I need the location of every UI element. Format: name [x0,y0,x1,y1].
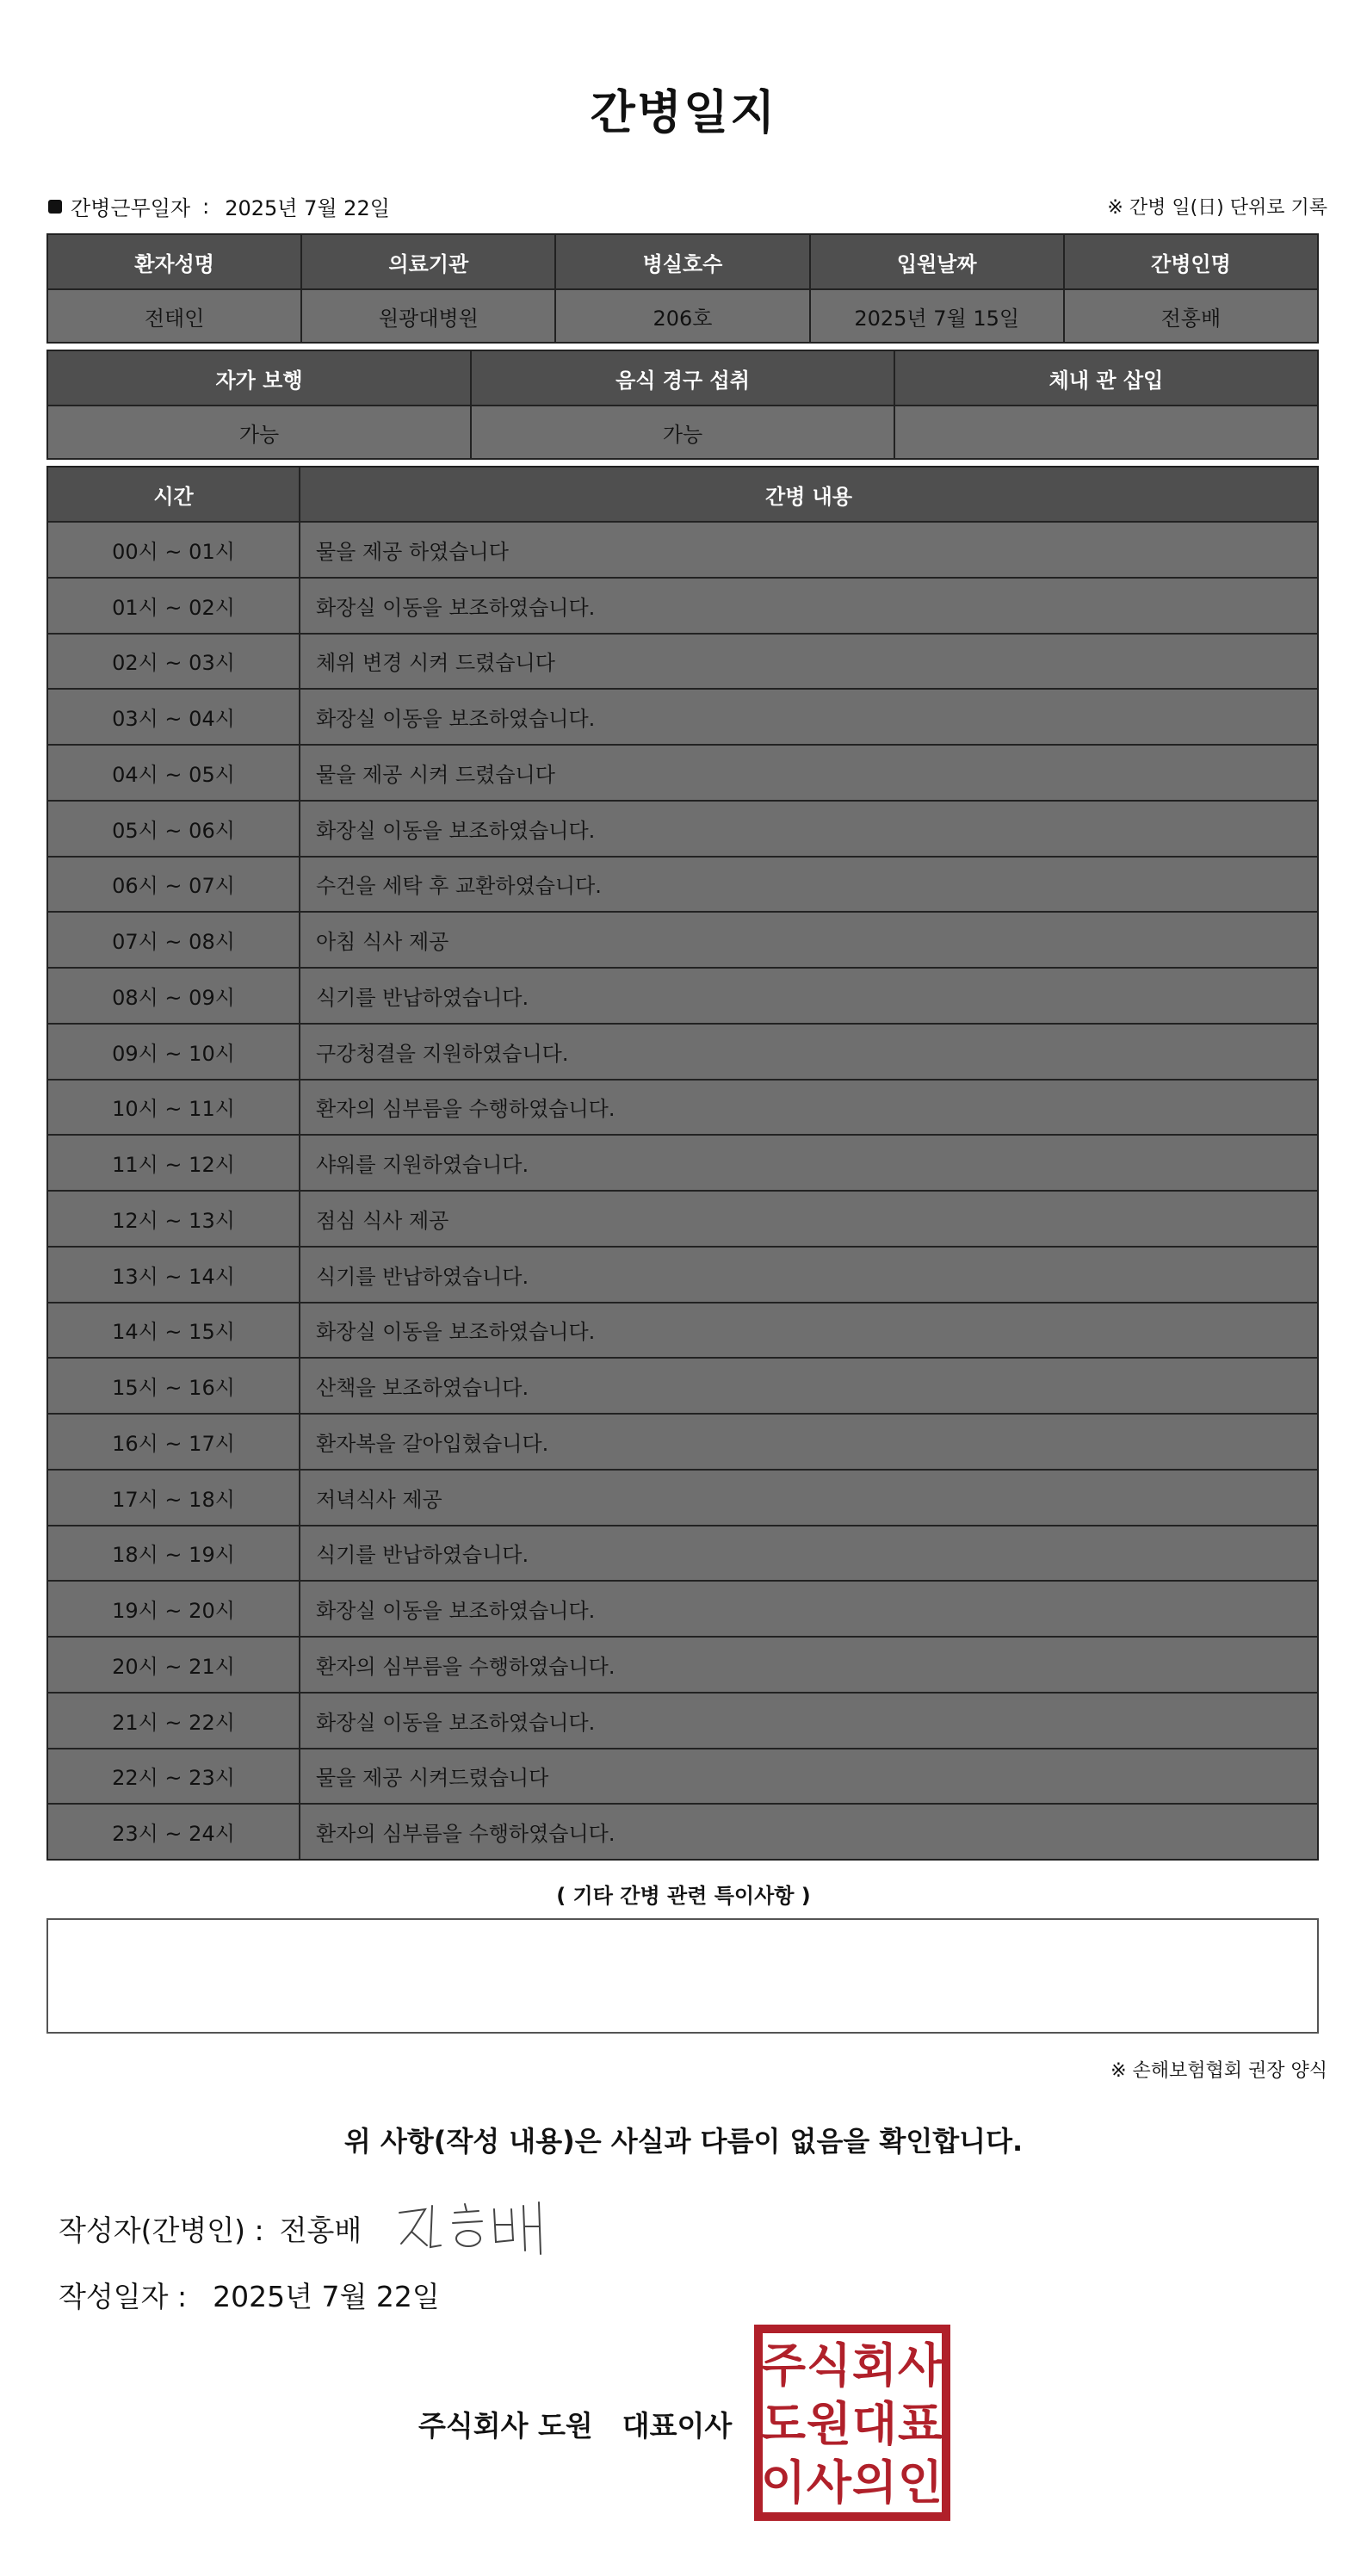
seal-glyph: 표 [897,2397,943,2451]
writer-line [59,2208,362,2249]
caregiver-name: 전홍배 [1065,290,1317,342]
company-seal-stamp [754,2325,950,2521]
patient-name: 전태인 [48,290,300,342]
log-time-cell: 00시 ~ 01시 [48,523,299,577]
log-content-cell: 수건을 세탁 후 교환하였습니다. [300,858,1317,912]
table-header-cell: 환자성명 [48,235,300,288]
log-time-cell: 01시 ~ 02시 [48,579,299,633]
log-content-cell: 화장실 이동을 보조하였습니다. [300,690,1317,744]
square-bullet-icon [48,200,62,214]
log-content-cell: 산책을 보조하였습니다. [300,1359,1317,1413]
table-header-cell: 입원날짜 [811,235,1063,288]
company-signature-line [418,2404,732,2444]
log-time-cell: 16시 ~ 17시 [48,1415,299,1469]
table-header-cell: 음식 경구 섭취 [472,351,894,405]
log-content-cell: 화장실 이동을 보조하였습니다. [300,579,1317,633]
log-content-cell: 식기를 반납하였습니다. [300,1526,1317,1581]
written-date-value: 2025년 7월 22일 [213,2280,440,2313]
seal-glyph: 원 [806,2397,852,2451]
company-title: 대표이사 [622,2409,733,2443]
log-time-cell: 10시 ~ 11시 [48,1081,299,1135]
log-content-cell: 식기를 반납하였습니다. [300,969,1317,1023]
writer-name: 전홍배 [279,2214,362,2247]
table-header-cell: 간병인명 [1065,235,1317,288]
table-header-cell: 시간 [48,468,299,521]
log-content-cell: 물을 제공 하였습니다 [300,523,1317,577]
log-time-cell: 23시 ~ 24시 [48,1805,299,1859]
log-time-cell: 20시 ~ 21시 [48,1638,299,1692]
table-header-cell: 간병 내용 [300,468,1317,521]
log-content-cell: 구강청결을 지원하였습니다. [300,1025,1317,1079]
room-number: 206호 [556,290,808,342]
care-log-table [46,466,1319,1861]
seal-glyph: 사 [897,2338,943,2393]
admission-date: 2025년 7월 15일 [811,290,1063,342]
log-content-cell: 물을 제공 시켜드렸습니다 [300,1749,1317,1804]
log-content-cell: 체위 변경 시켜 드렸습니다 [300,635,1317,689]
document-title: 간병일지 [590,85,777,139]
tube-insertion [895,406,1317,458]
patient-info-table [46,233,1319,344]
extra-notes-title: ( 기타 간병 관련 특이사항 ) [556,1884,811,1908]
seal-glyph: 주 [760,2338,807,2393]
log-time-cell: 15시 ~ 16시 [48,1359,299,1413]
log-time-cell: 22시 ~ 23시 [48,1749,299,1804]
log-content-cell: 식기를 반납하였습니다. [300,1248,1317,1302]
seal-glyph: 회 [851,2338,898,2393]
log-content-cell: 화장실 이동을 보조하였습니다. [300,1303,1317,1358]
log-time-cell: 03시 ~ 04시 [48,690,299,744]
log-content-cell: 샤워를 지원하였습니다. [300,1136,1317,1190]
log-time-cell: 05시 ~ 06시 [48,802,299,856]
log-time-cell: 07시 ~ 08시 [48,913,299,967]
log-content-cell: 환자복을 갈아입혔습니다. [300,1415,1317,1469]
table-header-cell: 의료기관 [302,235,554,288]
log-content-cell: 점심 식사 제공 [300,1192,1317,1246]
log-time-cell: 06시 ~ 07시 [48,858,299,912]
self-walking: 가능 [48,406,470,458]
seal-glyph: 대 [851,2397,898,2451]
log-content-cell: 아침 식사 제공 [300,913,1317,967]
log-content-cell: 화장실 이동을 보조하였습니다. [300,802,1317,856]
table-header-cell: 자가 보행 [48,351,470,405]
written-date-label: 작성일자 : [59,2280,188,2313]
table-header-cell: 체내 관 삽입 [895,351,1317,405]
log-time-cell: 21시 ~ 22시 [48,1694,299,1748]
table-header-cell: 병실호수 [556,235,808,288]
log-time-cell: 12시 ~ 13시 [48,1192,299,1246]
log-time-cell: 14시 ~ 15시 [48,1303,299,1358]
log-time-cell: 02시 ~ 03시 [48,635,299,689]
log-time-cell: 09시 ~ 10시 [48,1025,299,1079]
log-content-cell: 화장실 이동을 보조하였습니다. [300,1582,1317,1636]
work-date-label: 간병근무일자 [71,196,191,220]
unit-note: ※ 간병 일(日) 단위로 기록 [1107,197,1327,219]
log-content-cell: 환자의 심부름을 수행하였습니다. [300,1638,1317,1692]
patient-ability-table [46,350,1319,460]
log-time-cell: 13시 ~ 14시 [48,1248,299,1302]
seal-glyph: 도 [760,2397,807,2451]
hospital: 원광대병원 [302,290,554,342]
log-time-cell: 18시 ~ 19시 [48,1526,299,1581]
log-content-cell: 화장실 이동을 보조하였습니다. [300,1694,1317,1748]
log-time-cell: 11시 ~ 12시 [48,1136,299,1190]
seal-glyph: 의 [851,2455,898,2510]
writer-label: 작성자(간병인) : [59,2214,264,2247]
log-time-cell: 17시 ~ 18시 [48,1471,299,1525]
seal-glyph: 식 [806,2338,852,2393]
log-content-cell: 환자의 심부름을 수행하였습니다. [300,1805,1317,1859]
work-date-separator: : [202,194,210,219]
oral-intake: 가능 [472,406,894,458]
log-content-cell: 환자의 심부름을 수행하였습니다. [300,1081,1317,1135]
handwritten-signature [393,2194,556,2263]
recommend-note: ※ 손해보험협회 권장 양식 [1110,2060,1327,2082]
written-date-line [59,2275,440,2315]
work-date-value: 2025년 7월 22일 [225,196,390,220]
company-name: 주식회사 도원 [418,2409,593,2443]
log-content-cell: 물을 제공 시켜 드렸습니다 [300,746,1317,800]
log-time-cell: 19시 ~ 20시 [48,1582,299,1636]
log-content-cell: 저녁식사 제공 [300,1471,1317,1525]
confirm-statement: 위 사항(작성 내용)은 사실과 다름이 없음을 확인합니다. [343,2125,1024,2158]
work-date [48,191,390,221]
log-time-cell: 04시 ~ 05시 [48,746,299,800]
log-time-cell: 08시 ~ 09시 [48,969,299,1023]
seal-glyph: 인 [897,2455,943,2510]
extra-notes-box [46,1918,1319,2034]
seal-glyph: 사 [806,2455,852,2510]
seal-glyph: 이 [760,2455,807,2510]
